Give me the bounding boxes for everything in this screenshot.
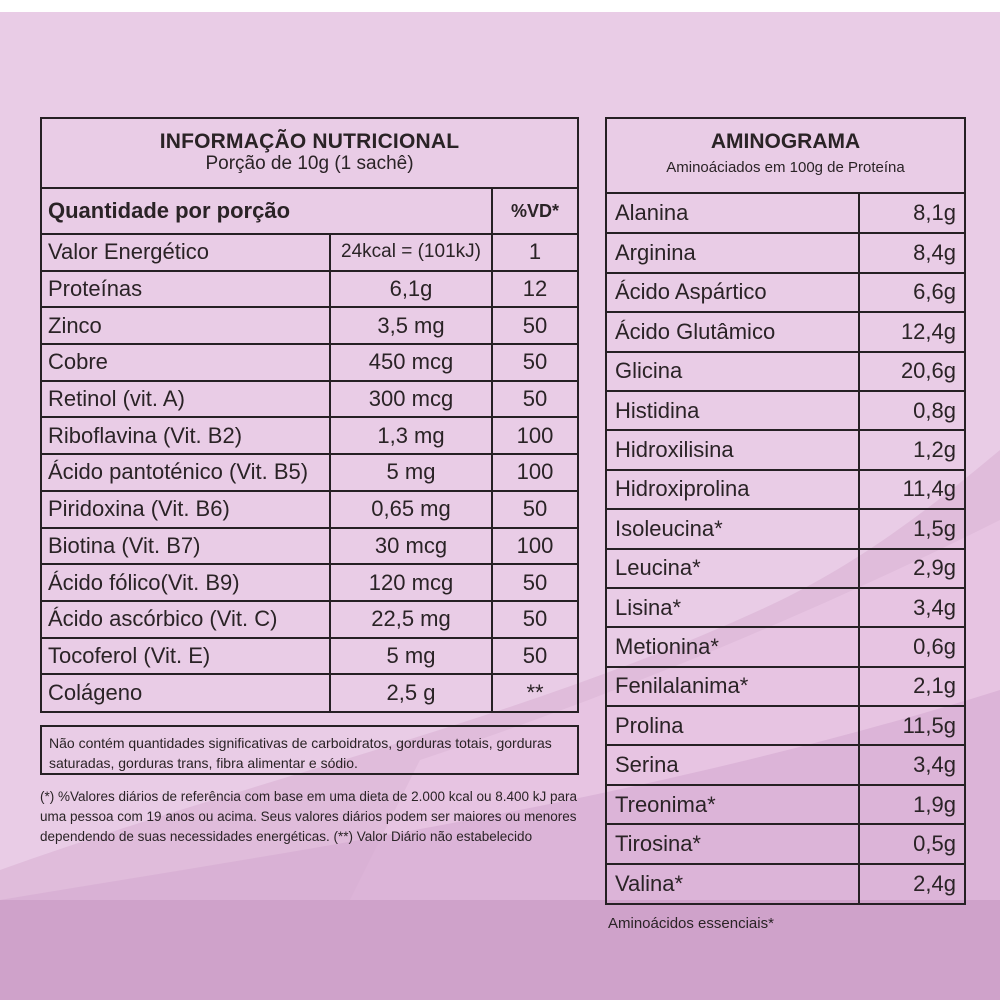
amino-name: Tirosina* xyxy=(607,824,859,863)
nutrient-vd: 50 xyxy=(492,564,577,601)
nutrient-name: Valor Energético xyxy=(42,234,330,271)
amino-value: 1,2g xyxy=(859,430,964,469)
amino-name: Treonima* xyxy=(607,785,859,824)
table-row xyxy=(42,601,577,638)
nutrient-vd: 50 xyxy=(492,344,577,381)
table-row xyxy=(607,273,964,312)
table-row xyxy=(607,391,964,430)
nutrition-serving: Porção de 10g (1 sachê) xyxy=(205,153,414,174)
amino-value: 11,5g xyxy=(859,706,964,745)
nutrient-name: Riboflavina (Vit. B2) xyxy=(42,417,330,454)
nutrient-vd: 12 xyxy=(492,271,577,308)
amino-value: 3,4g xyxy=(859,745,964,784)
nutrient-vd: 100 xyxy=(492,454,577,491)
table-row xyxy=(607,745,964,784)
nutrient-name: Biotina (Vit. B7) xyxy=(42,528,330,565)
nutrient-amount: 3,5 mg xyxy=(330,307,492,344)
amino-name: Serina xyxy=(607,745,859,784)
amino-value: 0,5g xyxy=(859,824,964,863)
amino-name: Ácido Glutâmico xyxy=(607,312,859,351)
amino-name: Hidroxilisina xyxy=(607,430,859,469)
amino-value: 1,5g xyxy=(859,509,964,548)
table-row xyxy=(42,271,577,308)
table-row xyxy=(42,417,577,454)
nutrient-amount: 300 mcg xyxy=(330,381,492,418)
amino-value: 20,6g xyxy=(859,352,964,391)
nutrient-name: Retinol (vit. A) xyxy=(42,381,330,418)
nutrition-title: INFORMAÇÃO NUTRICIONAL xyxy=(159,130,460,153)
nutrient-amount: 2,5 g xyxy=(330,674,492,711)
aminogram-header xyxy=(607,119,964,194)
nutrient-vd: 50 xyxy=(492,381,577,418)
nutrition-column-header xyxy=(42,189,577,234)
nutrient-amount: 450 mcg xyxy=(330,344,492,381)
aminogram-panel xyxy=(605,117,966,932)
nutrient-amount: 6,1g xyxy=(330,271,492,308)
table-row xyxy=(42,491,577,528)
table-row xyxy=(42,344,577,381)
table-row xyxy=(607,430,964,469)
nutrient-name: Zinco xyxy=(42,307,330,344)
amino-name: Fenilalanima* xyxy=(607,667,859,706)
amino-name: Lisina* xyxy=(607,588,859,627)
nutrient-amount: 24kcal = (101kJ) xyxy=(330,234,492,271)
table-row xyxy=(607,706,964,745)
table-row xyxy=(42,638,577,675)
nutrient-amount: 120 mcg xyxy=(330,564,492,601)
table-row xyxy=(607,627,964,666)
amino-value: 2,4g xyxy=(913,870,956,896)
table-row xyxy=(607,312,964,351)
amino-name: Leucina* xyxy=(607,549,859,588)
nutrition-panel xyxy=(40,117,579,847)
nutrient-vd: 50 xyxy=(492,638,577,675)
table-row xyxy=(607,824,964,863)
table-row xyxy=(607,352,964,391)
amino-value: 0,8g xyxy=(859,391,964,430)
table-row xyxy=(607,588,964,627)
table-row xyxy=(607,470,964,509)
table-row xyxy=(42,674,577,711)
amino-value: 1,9g xyxy=(859,785,964,824)
table-row xyxy=(607,194,964,233)
nutrient-name: Piridoxina (Vit. B6) xyxy=(42,491,330,528)
table-row xyxy=(42,307,577,344)
table-row xyxy=(607,667,964,706)
quantity-header: Quantidade por porção xyxy=(42,189,492,234)
table-row xyxy=(42,454,577,491)
nutrient-vd: ** xyxy=(526,680,544,706)
nutrient-vd: 100 xyxy=(492,417,577,454)
nutrient-amount: 22,5 mg xyxy=(330,601,492,638)
aminogram-title: AMINOGRAMA xyxy=(710,130,861,153)
amino-value: 11,4g xyxy=(859,470,964,509)
nutrient-amount: 5 mg xyxy=(330,638,492,675)
nutrient-name: Proteínas xyxy=(42,271,330,308)
nutrient-name: Ácido pantoténico (Vit. B5) xyxy=(42,454,330,491)
table-row xyxy=(42,564,577,601)
amino-name: Ácido Aspártico xyxy=(607,273,859,312)
amino-value: 6,6g xyxy=(859,273,964,312)
amino-name: Isoleucina* xyxy=(607,509,859,548)
amino-name: Glicina xyxy=(607,352,859,391)
amino-name: Valina* xyxy=(607,864,859,903)
amino-name: Arginina xyxy=(607,233,859,272)
vd-header: %VD* xyxy=(492,189,577,234)
amino-name: Hidroxiprolina xyxy=(607,470,859,509)
nutrient-name: Tocoferol (Vit. E) xyxy=(42,638,330,675)
nutrient-name: Cobre xyxy=(42,344,330,381)
nutrient-amount: 1,3 mg xyxy=(330,417,492,454)
table-row xyxy=(607,549,964,588)
nutrient-vd: 50 xyxy=(492,601,577,638)
table-row xyxy=(607,864,964,903)
nutrient-name: Ácido ascórbico (Vit. C) xyxy=(42,601,330,638)
nutrient-name: Ácido fólico(Vit. B9) xyxy=(42,564,330,601)
amino-value: 8,4g xyxy=(859,233,964,272)
amino-value: 2,9g xyxy=(859,549,964,588)
table-row xyxy=(607,509,964,548)
table-row xyxy=(42,234,577,271)
table-row xyxy=(607,233,964,272)
nutrition-rows xyxy=(42,189,577,711)
amino-value: 8,1g xyxy=(859,194,964,233)
amino-name: Prolina xyxy=(607,706,859,745)
nutrient-vd: 1 xyxy=(492,234,577,271)
amino-value: 12,4g xyxy=(859,312,964,351)
aminogram-footnote: Aminoácidos essenciais* xyxy=(608,915,774,933)
nutrition-note: Não contém quantidades significativas de carboidratos, gorduras totais, gorduras saturadas, gorduras trans, fibra alimentar e sódio. xyxy=(40,725,579,775)
amino-name: Histidina xyxy=(607,391,859,430)
table-row xyxy=(42,528,577,565)
aminogram-rows xyxy=(607,194,964,903)
aminogram-subtitle: Aminoáciados em 100g de Proteína xyxy=(666,159,905,176)
nutrition-table xyxy=(40,117,579,713)
amino-name: Metionina* xyxy=(607,627,859,666)
nutrition-footnote: (*) %Valores diários de referência com base em uma dieta de 2.000 kcal ou 8.400 kJ para uma pessoa com 19 anos ou acima. Seus valores diários podem ser maiores ou menores dependendo de suas necessidades energéticas. (**) Valor Diário não estabelecido xyxy=(40,788,578,844)
table-row xyxy=(42,381,577,418)
table-row xyxy=(607,785,964,824)
nutrient-amount: 5 mg xyxy=(330,454,492,491)
nutrient-vd: 50 xyxy=(492,307,577,344)
nutrient-name: Colágeno xyxy=(42,674,330,711)
amino-value: 0,6g xyxy=(859,627,964,666)
amino-value: 3,4g xyxy=(859,588,964,627)
nutrient-vd: 50 xyxy=(492,491,577,528)
amino-value: 2,1g xyxy=(859,667,964,706)
nutrient-amount: 0,65 mg xyxy=(330,491,492,528)
nutrient-amount: 30 mcg xyxy=(330,528,492,565)
nutrient-vd: 100 xyxy=(492,528,577,565)
aminogram-table xyxy=(605,117,966,905)
nutrition-header xyxy=(42,119,577,189)
amino-name: Alanina xyxy=(607,194,859,233)
